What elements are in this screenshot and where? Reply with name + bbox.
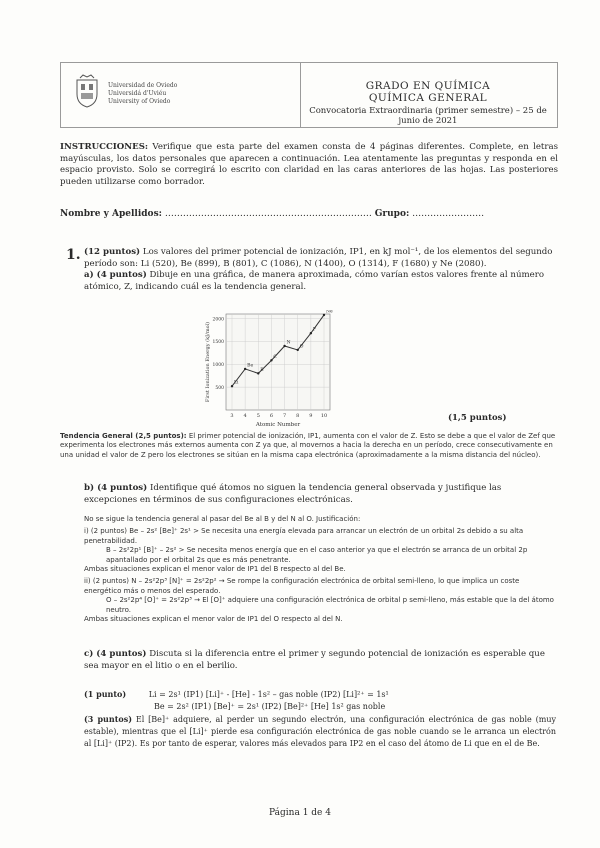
university-name <box>108 82 177 106</box>
question-number: 1. <box>66 247 81 263</box>
course-title: QUÍMICA GENERAL <box>368 92 488 104</box>
answer-line: Ambas situaciones explican el menor valor de IP1 del O respecto al del N. <box>84 615 343 624</box>
part-c-text: Discuta si la diferencia entre el primer y segundo potencial de ionización es esperable que sea mayor en el litio o en el berilio. <box>84 649 545 671</box>
answer-line: i) (2 puntos) Be – 2s² [Be]⁺ 2s¹ > Se necesita una energía elevada para arrancar un electrón de un orbital 2s debido a su alta penetrabilidad. <box>84 527 524 545</box>
y-tick-label: 1500 <box>212 340 224 346</box>
data-point <box>257 372 259 374</box>
university-line: Universidad de Oviedo <box>108 82 178 89</box>
part-a-label: a) (4 puntos) <box>84 270 147 281</box>
question-1-statement <box>84 247 554 293</box>
x-tick-label: 6 <box>269 413 274 419</box>
question-points: (12 puntos) <box>84 247 141 257</box>
c-answer-text: El [Be]⁺ adquiere, al perder un segundo electrón, una configuración electrónica de gas noble (muy estable), mientras que el [Li]⁺ pierde esa configuración electrónica de gas noble cuando se le arranca un electrón al [Li]⁺ (IP2). Es por tanto de esperar, valores más elevados para IP2 en el caso del átomo de Li que en el de Be. <box>84 715 557 748</box>
student-info-line <box>60 209 558 219</box>
answer-line <box>84 713 556 750</box>
page-number: Página 1 de 4 <box>269 808 331 818</box>
trend-label: Tendencia General (2,5 puntos): <box>60 432 187 440</box>
ionization-energy-chart <box>200 310 340 428</box>
point-label: Be <box>247 363 254 369</box>
data-point <box>283 345 285 347</box>
c-points-2: (3 puntos) <box>84 714 133 724</box>
y-tick-label: 500 <box>215 385 224 391</box>
point-label: Li <box>234 380 239 386</box>
answer-line: Ambas situaciones explican el menor valor de IP1 del B respecto al del Be. <box>84 565 346 574</box>
x-tick-label: 3 <box>230 413 234 419</box>
answer-line: ii) (2 puntos) N – 2s²2p³ [N]⁺ = 2s²2p² → Se rompe la configuración electrónica de orbital semi-lleno, lo que implica un coste energético más o menos del esperado. <box>84 577 520 595</box>
answer-line: B – 2s²2p¹ [B]⁺ – 2s² > Se necesita menos energía que en el caso anterior ya que el electrón se arranca de un orbital 2p apantallado por el orbital 2s que es más penetrante. <box>106 546 528 564</box>
group-field[interactable]: …………………… <box>412 209 485 219</box>
point-label: Ne <box>326 310 333 315</box>
question-text: Los valores del primer potencial de ionización, IP1, en kJ mol⁻¹, de los elementos del segundo período son: Li (520), Be (899), B (801), C (1086), N (1400), O (1314), F (1680) y Ne (2080). <box>84 247 553 269</box>
c-config-be: Be = 2s² (IP1) [Be]⁺ = 2s¹ (IP2) [Be]²⁺ [He] 1s² gas noble <box>154 702 386 711</box>
part-c-statement <box>84 649 556 672</box>
x-tick-label: 10 <box>320 413 328 419</box>
point-label: N <box>286 340 291 346</box>
x-tick-labels <box>230 413 327 419</box>
x-axis-label: Atomic Number <box>255 422 301 428</box>
trend-answer <box>60 432 556 460</box>
data-point <box>244 368 246 370</box>
trend-text: El primer potencial de ionización, IP1, aumenta con el valor de Z. Esto se debe a que el valor de Zef que experimenta los electrones más externos aumenta con Z ya que, al movernos a hacia la derecha en un período, crece consecutivamente en una unidad el valor de Z pero los electrones se sitúan en la misma capa electrónica (aproximadamente a la misma distancia del núcleo). <box>60 432 556 459</box>
x-tick-label: 8 <box>296 413 300 419</box>
name-label: Nombre y Apellidos: <box>60 209 162 219</box>
group-label: Grupo: <box>374 209 410 219</box>
x-tick-label: 9 <box>309 413 313 419</box>
university-line: Universidá d'Uviéu <box>108 90 167 97</box>
exam-session: Convocatoria Extraordinaria (primer semestre) – 25 de junio de 2021 <box>309 106 547 126</box>
y-tick-label: 1000 <box>212 363 224 369</box>
degree-title: GRADO EN QUÍMICA <box>365 80 491 92</box>
part-b-statement <box>84 483 556 506</box>
part-c-label: c) (4 puntos) <box>84 649 147 659</box>
c-config-li: Li = 2s¹ (IP1) [Li]⁺ - [He] - 1s² – gas noble (IP2) [Li]²⁺ = 1s¹ <box>148 690 389 699</box>
answer-line <box>84 688 556 701</box>
data-point <box>270 359 272 361</box>
data-point <box>310 332 312 334</box>
data-point <box>231 385 233 387</box>
point-label: B <box>260 367 264 373</box>
part-a-text: Dibuje en una gráfica, de manera aproximada, cómo varían estos valores frente al número atómico, Z, indicando cuál es la tendencia general. <box>84 270 544 292</box>
part-a-score: (1,5 puntos) <box>448 413 507 423</box>
data-point <box>323 314 325 316</box>
point-label: O <box>299 344 304 350</box>
part-b-text: Identifique qué átomos no siguen la tendencia general observada y justifique las excepciones en términos de sus configuraciones electrónicas. <box>84 483 502 505</box>
part-b-label: b) (4 puntos) <box>84 483 148 493</box>
name-field[interactable]: …………………………………………………………… <box>164 209 372 219</box>
point-label: C <box>273 354 277 360</box>
instructions-label: INSTRUCCIONES: <box>60 142 149 152</box>
instructions-text: Verifique que esta parte del examen consta de 4 páginas diferentes. Complete, en letras mayúsculas, los datos personales que aparecen a continuación. Lea atentamente las preguntas y responda en el espacio provisto. Solo se corregirá lo escrito con claridad en las caras anteriores de las hojas. Las posteriores pueden utilizarse como borrador. <box>60 142 558 187</box>
data-point <box>297 349 299 351</box>
point-label: F <box>312 327 316 333</box>
c-points-1: (1 punto) <box>84 689 127 699</box>
x-tick-label: 7 <box>282 413 287 419</box>
answer-line: O – 2s²2p⁴ [O]⁺ = 2s²2p³ → El [O]⁺ adquiere una configuración electrónica de orbital p semi-lleno, más estable que la del átomo neutro. <box>106 596 554 614</box>
part-c-answer <box>84 688 556 750</box>
part-b-answer <box>84 515 556 624</box>
y-tick-label: 2000 <box>212 317 224 323</box>
x-tick-label: 5 <box>256 413 260 419</box>
university-line: University of Oviedo <box>108 98 171 105</box>
instructions <box>60 142 558 188</box>
x-tick-label: 4 <box>243 413 247 419</box>
university-crest-icon <box>74 74 100 108</box>
y-axis-label: First Ionization Energy (kJ/mol) <box>205 321 211 403</box>
answer-line: No se sigue la tendencia general al pasar del Be al B y del N al O. Justificación: <box>84 515 361 523</box>
y-tick-labels <box>213 316 225 391</box>
answer-line <box>84 701 556 713</box>
